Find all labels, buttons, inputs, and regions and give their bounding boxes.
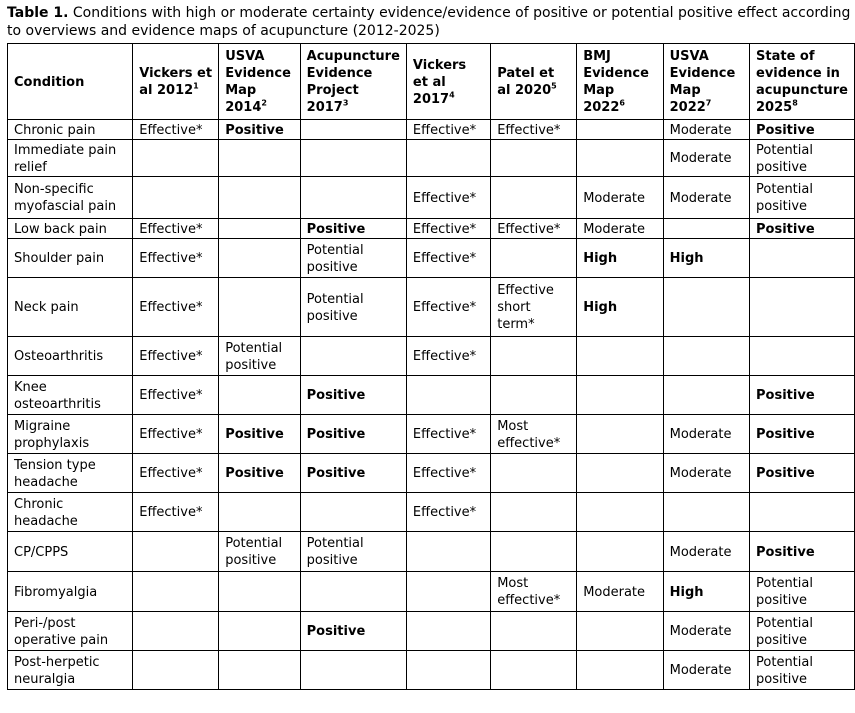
column-header-text: Vickers et al 2017: [412, 57, 467, 107]
condition-cell: CP/CPPS: [8, 532, 133, 572]
evidence-cell: [406, 651, 490, 690]
evidence-cell: [300, 493, 406, 532]
evidence-cell: [219, 239, 300, 278]
evidence-cell: [219, 177, 300, 219]
condition-cell: Low back pain: [8, 219, 133, 239]
evidence-cell: Positive: [750, 376, 855, 415]
condition-cell: Knee osteoarthritis: [8, 376, 133, 415]
evidence-cell: Effective*: [406, 278, 490, 337]
evidence-cell: Potential positive: [750, 572, 855, 612]
evidence-cell: [133, 651, 219, 690]
table-row: [8, 532, 855, 572]
condition-cell: Shoulder pain: [8, 239, 133, 278]
evidence-cell: [663, 376, 749, 415]
evidence-cell: [750, 278, 855, 337]
evidence-cell: [577, 454, 663, 493]
evidence-cell: [491, 651, 577, 690]
evidence-cell: [491, 239, 577, 278]
evidence-cell: [133, 572, 219, 612]
evidence-cell: Effective*: [133, 493, 219, 532]
evidence-cell: Moderate: [663, 140, 749, 177]
table-row: [8, 120, 855, 140]
evidence-cell: Positive: [219, 454, 300, 493]
evidence-cell: [491, 140, 577, 177]
table-row: [8, 219, 855, 239]
table-caption: [7, 4, 852, 40]
evidence-cell: Positive: [300, 415, 406, 454]
column-header: [406, 44, 490, 120]
evidence-cell: [133, 532, 219, 572]
evidence-cell: [406, 532, 490, 572]
evidence-table: [7, 43, 855, 690]
table-row: [8, 239, 855, 278]
evidence-cell: Effective*: [133, 239, 219, 278]
evidence-cell: Moderate: [663, 612, 749, 651]
column-header: [300, 44, 406, 120]
evidence-cell: [663, 493, 749, 532]
condition-cell: Peri-/post operative pain: [8, 612, 133, 651]
evidence-cell: [133, 140, 219, 177]
evidence-cell: [577, 415, 663, 454]
caption-label: Table 1.: [7, 5, 69, 21]
evidence-cell: Potential positive: [750, 177, 855, 219]
table-body: [8, 120, 855, 690]
evidence-cell: Moderate: [663, 415, 749, 454]
reference-superscript: 3: [342, 98, 349, 108]
evidence-cell: [577, 120, 663, 140]
evidence-cell: Effective*: [406, 415, 490, 454]
condition-cell: Immediate pain relief: [8, 140, 133, 177]
table-row: [8, 612, 855, 651]
evidence-cell: [750, 337, 855, 376]
evidence-cell: [491, 177, 577, 219]
evidence-cell: Effective*: [133, 120, 219, 140]
evidence-cell: Effective*: [133, 278, 219, 337]
evidence-cell: Effective*: [406, 120, 490, 140]
column-header: [750, 44, 855, 120]
evidence-cell: [406, 140, 490, 177]
column-header-text: BMJ Evidence Map 2022: [583, 49, 649, 115]
evidence-cell: [577, 337, 663, 376]
evidence-cell: Moderate: [663, 532, 749, 572]
column-header: [219, 44, 300, 120]
evidence-cell: [663, 219, 749, 239]
evidence-cell: [219, 376, 300, 415]
evidence-cell: [219, 493, 300, 532]
evidence-cell: Effective*: [406, 239, 490, 278]
condition-cell: Chronic headache: [8, 493, 133, 532]
evidence-cell: [300, 572, 406, 612]
reference-superscript: 4: [449, 90, 455, 100]
table-row: [8, 651, 855, 690]
reference-superscript: 5: [551, 81, 557, 91]
evidence-cell: [491, 532, 577, 572]
reference-superscript: 6: [619, 98, 625, 108]
evidence-cell: Effective*: [406, 219, 490, 239]
condition-cell: Migraine prophylaxis: [8, 415, 133, 454]
evidence-cell: [219, 572, 300, 612]
evidence-cell: Moderate: [577, 219, 663, 239]
evidence-cell: Effective*: [133, 219, 219, 239]
evidence-cell: Potential positive: [219, 337, 300, 376]
column-header: [491, 44, 577, 120]
evidence-cell: Potential positive: [219, 532, 300, 572]
evidence-cell: High: [663, 572, 749, 612]
evidence-cell: Effective*: [406, 177, 490, 219]
table-row: [8, 177, 855, 219]
evidence-cell: [491, 454, 577, 493]
evidence-cell: [300, 140, 406, 177]
evidence-cell: [300, 120, 406, 140]
evidence-cell: [577, 493, 663, 532]
table-row: [8, 278, 855, 337]
evidence-cell: [577, 140, 663, 177]
column-header: [133, 44, 219, 120]
evidence-cell: [406, 572, 490, 612]
evidence-cell: High: [663, 239, 749, 278]
evidence-cell: Positive: [219, 415, 300, 454]
evidence-cell: Potential positive: [750, 140, 855, 177]
evidence-cell: [491, 337, 577, 376]
table-row: [8, 572, 855, 612]
evidence-cell: [300, 337, 406, 376]
column-header-text: Condition: [14, 74, 85, 90]
evidence-cell: [491, 612, 577, 651]
evidence-cell: Potential positive: [750, 612, 855, 651]
evidence-cell: [219, 278, 300, 337]
evidence-cell: Potential positive: [300, 278, 406, 337]
evidence-cell: Effective*: [406, 493, 490, 532]
evidence-cell: Positive: [219, 120, 300, 140]
evidence-cell: [750, 493, 855, 532]
evidence-cell: [491, 376, 577, 415]
evidence-cell: [750, 239, 855, 278]
evidence-cell: Potential positive: [300, 532, 406, 572]
reference-superscript: 2: [261, 98, 267, 108]
evidence-cell: Positive: [300, 454, 406, 493]
evidence-cell: [663, 337, 749, 376]
evidence-cell: [219, 651, 300, 690]
table-row: [8, 337, 855, 376]
condition-cell: Fibromyalgia: [8, 572, 133, 612]
column-header-text: Vickers et al 2012: [139, 66, 213, 98]
condition-cell: Chronic pain: [8, 120, 133, 140]
evidence-cell: Effective*: [491, 219, 577, 239]
evidence-cell: Positive: [300, 612, 406, 651]
evidence-cell: Moderate: [663, 120, 749, 140]
caption-text: Conditions with high or moderate certainty evidence/evidence of positive or potential positive effect according to overviews and evidence maps of acupuncture (2012-2025): [7, 5, 851, 39]
header-row: [8, 44, 855, 120]
evidence-cell: Moderate: [577, 572, 663, 612]
evidence-cell: Moderate: [663, 651, 749, 690]
evidence-cell: [300, 651, 406, 690]
evidence-cell: High: [577, 239, 663, 278]
evidence-cell: [577, 612, 663, 651]
evidence-cell: Positive: [750, 120, 855, 140]
evidence-cell: [219, 219, 300, 239]
table-row: [8, 454, 855, 493]
evidence-cell: Most effective*: [491, 415, 577, 454]
column-header-text: State of evidence in acupuncture 2025: [756, 49, 848, 115]
evidence-cell: Positive: [750, 415, 855, 454]
evidence-cell: [577, 651, 663, 690]
reference-superscript: 7: [705, 98, 712, 108]
evidence-cell: Positive: [300, 376, 406, 415]
table-row: [8, 376, 855, 415]
evidence-cell: Moderate: [663, 177, 749, 219]
evidence-cell: [491, 493, 577, 532]
evidence-cell: [663, 278, 749, 337]
evidence-cell: Effective*: [133, 415, 219, 454]
evidence-cell: High: [577, 278, 663, 337]
evidence-cell: Potential positive: [750, 651, 855, 690]
evidence-cell: [577, 532, 663, 572]
evidence-cell: Positive: [750, 454, 855, 493]
evidence-cell: Effective short term*: [491, 278, 577, 337]
evidence-cell: [300, 177, 406, 219]
evidence-cell: [406, 612, 490, 651]
evidence-cell: Effective*: [406, 337, 490, 376]
column-header-text: Patel et al 2020: [497, 66, 555, 98]
evidence-cell: [133, 177, 219, 219]
reference-superscript: 1: [193, 81, 199, 91]
condition-cell: Osteoarthritis: [8, 337, 133, 376]
condition-cell: Post-herpetic neuralgia: [8, 651, 133, 690]
condition-cell: Non-specific myofascial pain: [8, 177, 133, 219]
evidence-cell: Effective*: [133, 454, 219, 493]
column-header: [577, 44, 663, 120]
table-row: [8, 140, 855, 177]
reference-superscript: 8: [792, 98, 798, 108]
evidence-cell: Most effective*: [491, 572, 577, 612]
condition-cell: Tension type headache: [8, 454, 133, 493]
evidence-cell: Effective*: [406, 454, 490, 493]
column-header-text: Acupuncture Evidence Project 2017: [306, 49, 400, 115]
evidence-cell: Positive: [750, 219, 855, 239]
evidence-cell: [219, 612, 300, 651]
table-row: [8, 415, 855, 454]
evidence-cell: [406, 376, 490, 415]
column-header: [663, 44, 749, 120]
evidence-cell: Effective*: [133, 337, 219, 376]
evidence-cell: Effective*: [491, 120, 577, 140]
evidence-cell: Moderate: [577, 177, 663, 219]
evidence-cell: Moderate: [663, 454, 749, 493]
column-header-text: USVA Evidence Map 2014: [225, 49, 291, 115]
evidence-cell: [577, 376, 663, 415]
evidence-cell: Effective*: [133, 376, 219, 415]
evidence-cell: Positive: [300, 219, 406, 239]
column-header: [8, 44, 133, 120]
evidence-cell: [219, 140, 300, 177]
condition-cell: Neck pain: [8, 278, 133, 337]
evidence-cell: Positive: [750, 532, 855, 572]
column-header-text: USVA Evidence Map 2022: [669, 49, 736, 115]
evidence-cell: [133, 612, 219, 651]
table-row: [8, 493, 855, 532]
evidence-cell: Potential positive: [300, 239, 406, 278]
